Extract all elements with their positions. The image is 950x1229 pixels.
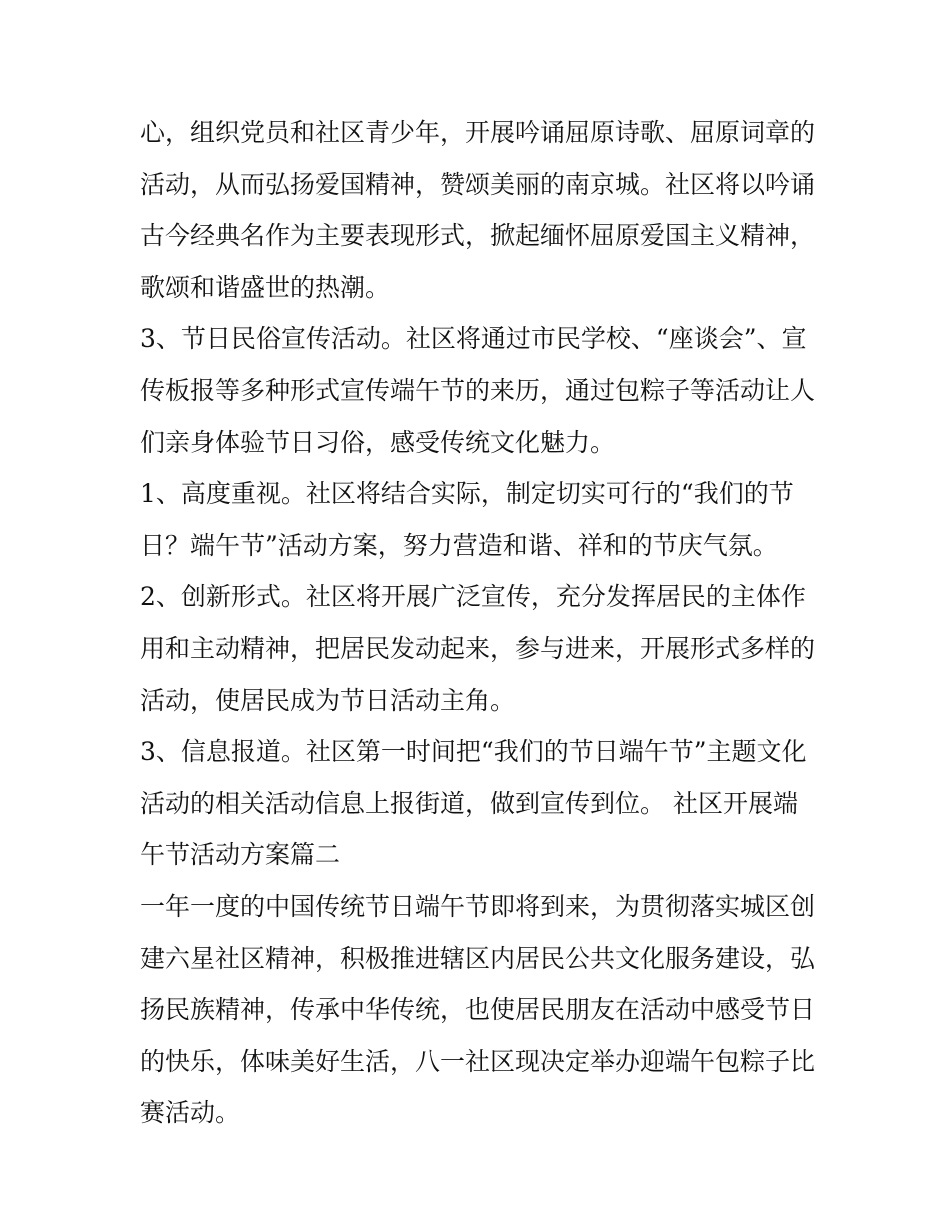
text-line: 的快乐，体味美好生活，八一社区现决定举办迎端午包粽子比 [140, 1046, 816, 1076]
text-line: 活动，使居民成为节日活动主角。 [140, 685, 516, 715]
text-line: 们亲身体验节日习俗，感受传统文化魅力。 [140, 427, 616, 457]
section-heading: 午节活动方案篇二 [140, 840, 341, 870]
body-text [140, 107, 840, 1139]
text-line: 建六星社区精神，积极推进辖区内居民公共文化服务建设，弘 [140, 943, 816, 973]
text-line: 3、信息报道。社区第一时间把“我们的节日端午节”主题文化 [140, 737, 807, 767]
text-line: 3、节日民俗宣传活动。社区将通过市民学校、“座谈会”、宣 [140, 324, 807, 354]
text-line: 用和主动精神，把居民发动起来，参与进来，开展形式多样的 [140, 633, 816, 663]
text-line: 2、创新形式。社区将开展广泛宣传，充分发挥居民的主体作 [140, 582, 806, 612]
text-line: 传板报等多种形式宣传端午节的来历，通过包粽子等活动让人 [140, 375, 816, 405]
text-line: 心，组织党员和社区青少年，开展吟诵屈原诗歌、屈原词章的 [140, 118, 816, 147]
text-line: 扬民族精神，传承中华传统，也使居民朋友在活动中感受节日 [140, 995, 816, 1025]
text-line: 赛活动。 [140, 1098, 241, 1128]
text-line: 日？端午节”活动方案，努力营造和谐、祥和的节庆气氛。 [140, 530, 778, 560]
text-line: 活动的相关活动信息上报街道，做到宣传到位。 社区开展端 [140, 788, 798, 818]
text-line: 歌颂和谐盛世的热潮。 [140, 272, 391, 302]
text-line: 1、高度重视。社区将结合实际，制定切实可行的“我们的节 [140, 479, 794, 509]
text-line: 古今经典名作为主要表现形式，掀起缅怀屈原爱国主义精神， [140, 221, 816, 251]
text-line: 活动，从而弘扬爱国精神，赞颂美丽的南京城。社区将以吟诵 [140, 169, 816, 199]
text-line: 一年一度的中国传统节日端午节即将到来，为贯彻落实城区创 [140, 891, 816, 921]
